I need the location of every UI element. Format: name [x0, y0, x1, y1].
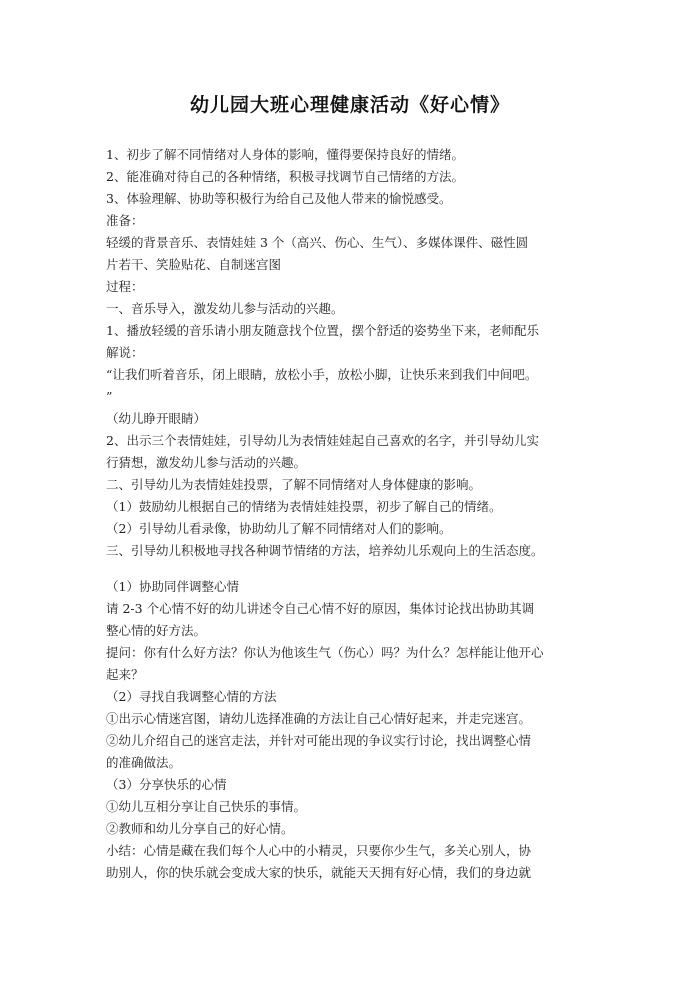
text-line-step-1-1b: 解说：	[106, 345, 144, 360]
text-line-step-1: 一、音乐导入，激发幼儿参与活动的兴趣。	[106, 301, 344, 316]
document-title: 幼儿园大班心理健康活动《好心情》	[189, 94, 510, 116]
text-line-step-1-2a: 2、出示三个表情娃娃，引导幼儿为表情娃娃起自己喜欢的名字，并引导幼儿实	[106, 433, 539, 448]
document-body	[106, 144, 604, 884]
text-line-question-b: 起来？	[106, 667, 144, 682]
text-line-step-2-1: （1）鼓励幼儿根据自己的情绪为表情娃娃投票，初步了解自己的情绪。	[106, 499, 502, 514]
text-line-step-3: 三、引导幼儿积极地寻找各种调节情绪的方法，培养幼儿乐观向上的生活态度。	[106, 543, 544, 558]
text-line-quote: “让我们听着音乐，闭上眼睛，放松小手，放松小脚，让快乐来到我们中间吧。	[106, 367, 538, 382]
text-line-sub-3-2: ②教师和幼儿分享自己的好心情。	[106, 821, 294, 836]
text-line-sub-2-1: ①出示心情迷宫图，请幼儿选择准确的方法让自己心情好起来，并走完迷宫。	[106, 711, 532, 726]
text-line-prep-2: 片若干、笑脸贴花、自制迷宫图	[106, 257, 282, 272]
text-line-sub-1-a: 请 2-3 个心情不好的幼儿讲述令自己心情不好的原因，集体讨论找出协助其调	[106, 601, 535, 616]
text-line-goal-3: 3、体验理解、协助等积极行为给自己及他人带来的愉悦感受。	[106, 191, 452, 206]
text-line-sub-2-2b: 的准确做法。	[106, 755, 182, 770]
text-line-sub-1: （1）协助同伴调整心情	[106, 579, 239, 594]
text-line-sub-2: （2）寻找自我调整心情的方法	[106, 689, 277, 704]
text-line-sub-2-2a: ②幼儿介绍自己的迷宫走法，并针对可能出现的争议实行讨论，找出调整心情	[106, 733, 532, 748]
text-line-goal-2: 2、能准确对待自己的各种情绪，积极寻找调节自己情绪的方法。	[106, 169, 464, 184]
text-line-goal-1: 1、初步了解不同情绪对人身体的影响，懂得要保持良好的情绪。	[106, 147, 464, 162]
text-line-sub-3-1: ①幼儿互相分享让自己快乐的事情。	[106, 799, 307, 814]
text-line-prep-heading: 准备：	[106, 213, 144, 228]
text-line-quote-end: ”	[106, 389, 113, 404]
text-line-step-1-1a: 1、播放轻缓的音乐请小朋友随意找个位置，摆个舒适的姿势坐下来，老师配乐	[106, 323, 539, 338]
text-line-process-heading: 过程：	[106, 279, 144, 294]
text-line-sub-1-b: 整心情的好方法。	[106, 623, 207, 638]
text-line-question-a: 提问：你有什么好方法？你认为他该生气（伤心）吗？为什么？怎样能让他开心	[106, 645, 544, 660]
text-line-sub-3: （3）分享快乐的心情	[106, 777, 227, 792]
text-line-eyes-open: （幼儿睁开眼睛）	[106, 411, 207, 426]
text-line-step-2-2: （2）引导幼儿看录像，协助幼儿了解不同情绪对人们的影响。	[106, 521, 452, 536]
text-line-step-2: 二、引导幼儿为表情娃娃投票，了解不同情绪对人身体健康的影响。	[106, 477, 482, 492]
text-line-summary-a: 小结：心情是藏在我们每个人心中的小精灵，只要你少生气，多关心别人，协	[106, 843, 532, 858]
text-line-step-1-2b: 行猜想，激发幼儿参与活动的兴趣。	[106, 455, 307, 470]
paragraph-gap	[106, 562, 604, 576]
text-line-summary-b: 助别人，你的快乐就会变成大家的快乐，就能天天拥有好心情，我们的身边就	[106, 865, 532, 880]
text-line-prep-1: 轻缓的背景音乐、表情娃娃 3 个（高兴、伤心、生气）、多媒体课件、磁性圆	[106, 235, 529, 250]
